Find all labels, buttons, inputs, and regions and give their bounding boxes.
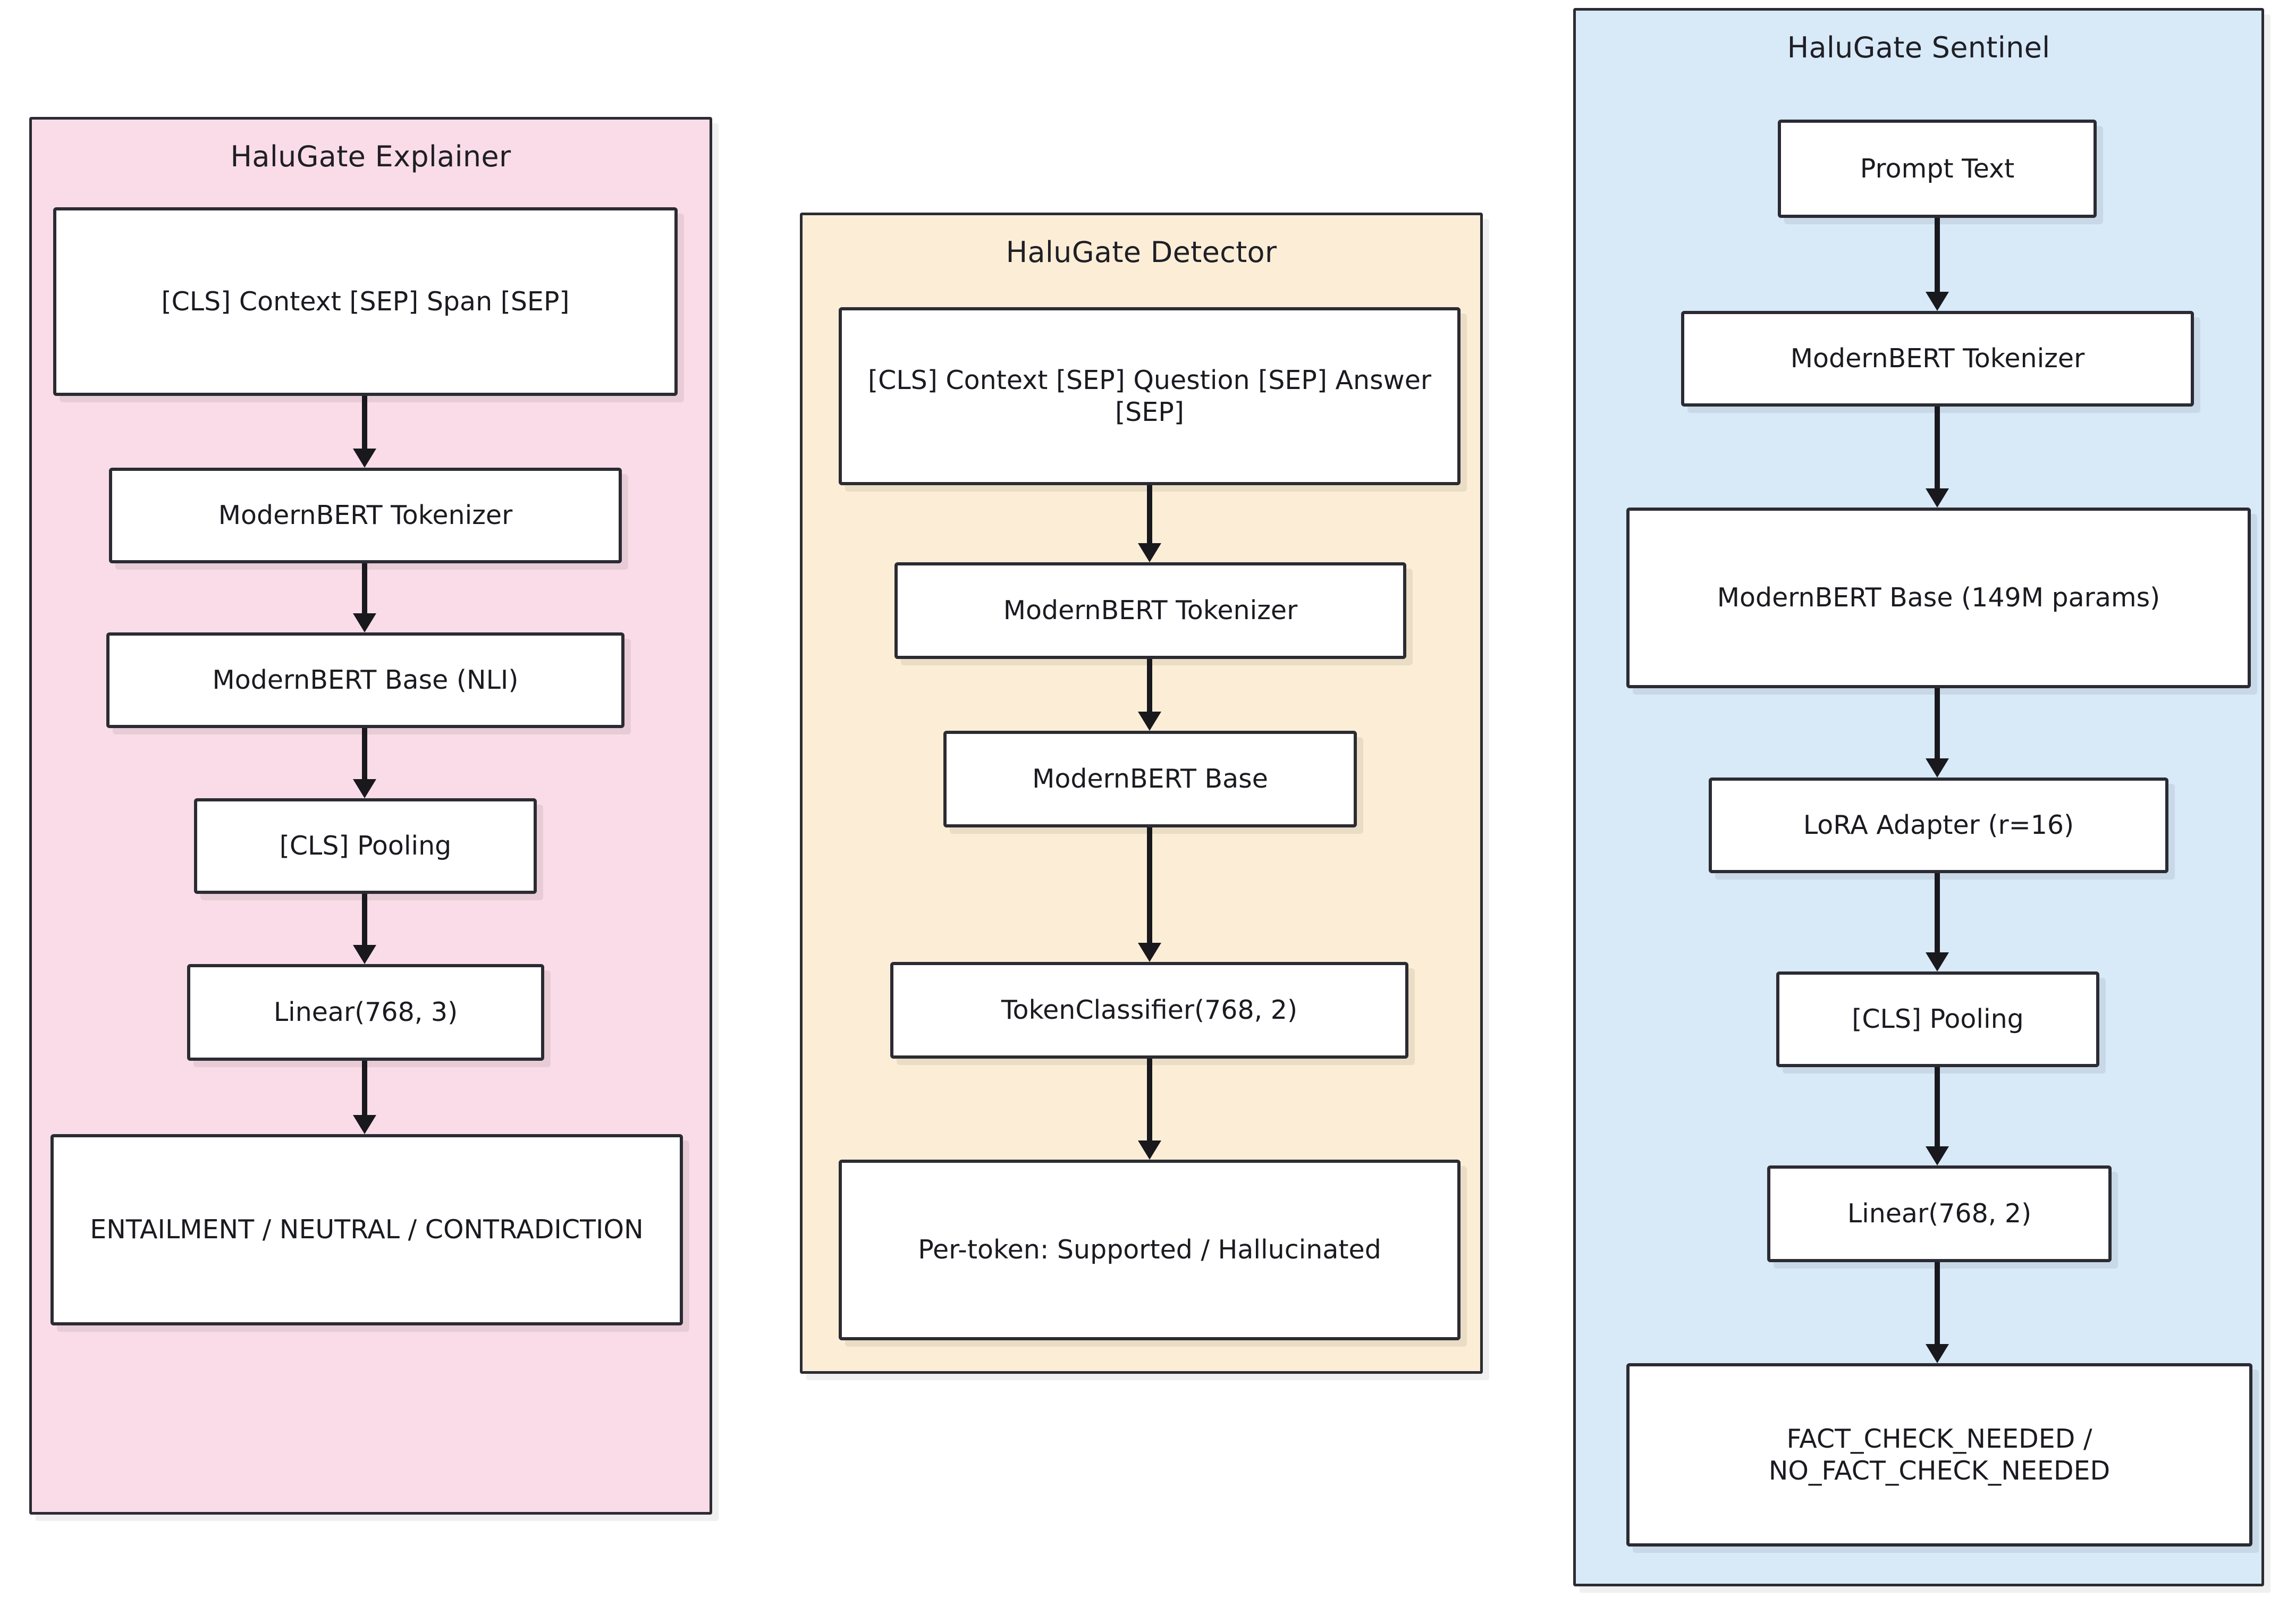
node-label: ModernBERT Base: [1032, 764, 1268, 795]
node-label: Prompt Text: [1860, 153, 2015, 184]
node-label: TokenClassifier(768, 2): [1001, 995, 1298, 1026]
node-detector-base: [943, 731, 1357, 827]
node-label: [CLS] Context [SEP] Span [SEP]: [161, 286, 570, 317]
node-label: Linear(768, 2): [1847, 1198, 2032, 1229]
node-explainer-tokenizer: [109, 468, 622, 563]
node-detector-output: [839, 1160, 1461, 1340]
node-sentinel-tokenizer: [1681, 311, 2194, 407]
node-label: ModernBERT Tokenizer: [1003, 595, 1298, 626]
subgraph-title-detector: HaluGate Detector: [1006, 235, 1277, 269]
node-detector-token-classifier: [890, 962, 1408, 1059]
node-label: ModernBERT Base (NLI): [212, 665, 519, 696]
node-label: ModernBERT Tokenizer: [218, 500, 513, 531]
node-explainer-linear: [187, 964, 544, 1061]
node-explainer-cls-pooling: [194, 798, 537, 894]
node-sentinel-lora-adapter: [1709, 778, 2168, 873]
node-explainer-input: [53, 207, 678, 396]
subgraph-title-sentinel: HaluGate Sentinel: [1787, 31, 2050, 64]
node-sentinel-linear: [1767, 1165, 2112, 1262]
node-detector-tokenizer: [894, 562, 1406, 659]
node-label: [CLS] Pooling: [279, 831, 452, 861]
node-sentinel-prompt-text: [1778, 120, 2097, 218]
node-explainer-output: [50, 1134, 683, 1325]
node-label: LoRA Adapter (r=16): [1803, 810, 2074, 841]
node-detector-input: [839, 307, 1461, 485]
node-label: ModernBERT Tokenizer: [1790, 343, 2085, 374]
node-sentinel-cls-pooling: [1776, 971, 2099, 1067]
node-sentinel-output: [1626, 1363, 2252, 1547]
node-explainer-base-nli: [106, 632, 624, 728]
node-label: ENTAILMENT / NEUTRAL / CONTRADICTION: [90, 1214, 644, 1245]
node-label: Per-token: Supported / Hallucinated: [918, 1235, 1381, 1265]
node-sentinel-base: [1626, 508, 2251, 688]
node-label: Linear(768, 3): [273, 997, 458, 1028]
node-label: ModernBERT Base (149M params): [1717, 582, 2160, 613]
node-label: FACT_CHECK_NEEDED / NO_FACT_CHECK_NEEDED: [1768, 1423, 2111, 1486]
subgraph-title-explainer: HaluGate Explainer: [230, 140, 511, 173]
node-label: [CLS] Context [SEP] Question [SEP] Answer [SEP]: [867, 365, 1431, 427]
node-label: [CLS] Pooling: [1852, 1004, 2024, 1035]
